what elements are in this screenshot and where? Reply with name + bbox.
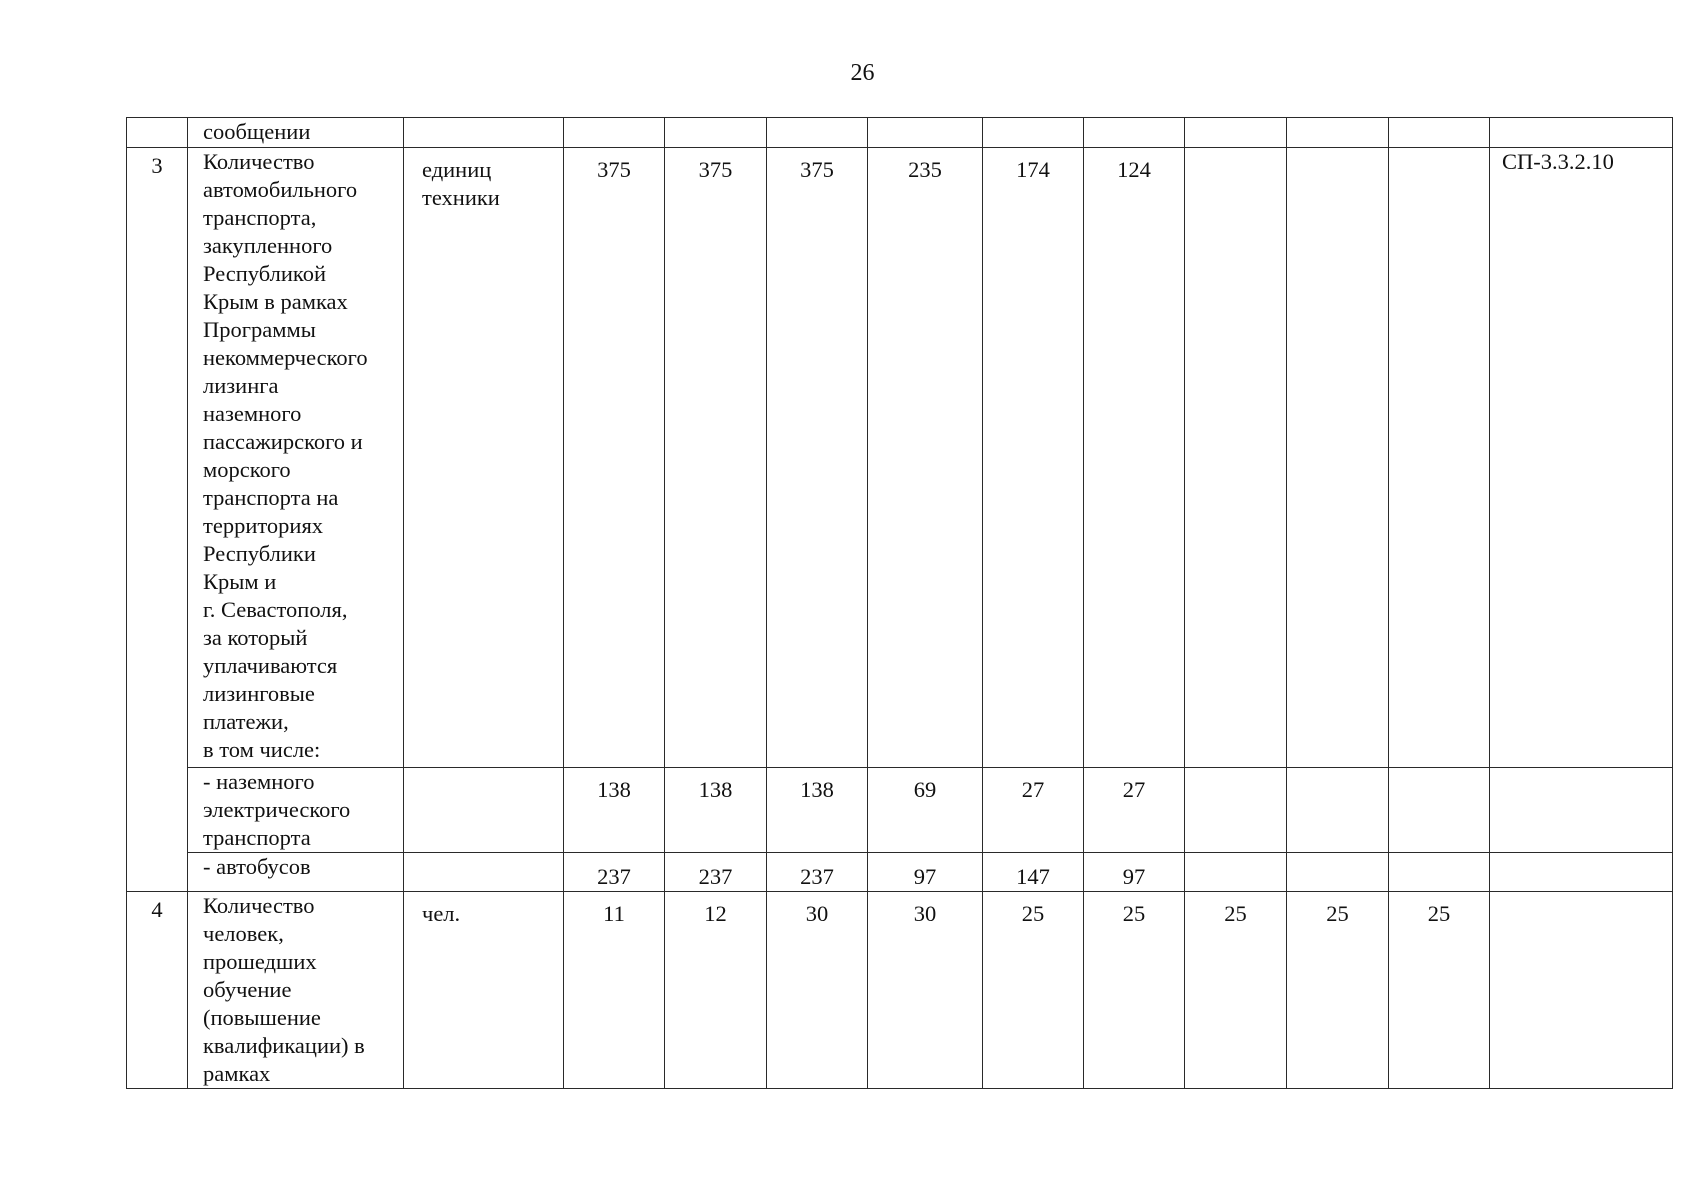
table-row-buses [127, 853, 1673, 892]
cell-indicator-name: - автобусов [188, 853, 404, 892]
indicators-table [126, 117, 1673, 1089]
cell-value: 97 [1084, 853, 1185, 892]
cell-value [1287, 148, 1389, 768]
cell-value [665, 118, 767, 148]
cell-number: 3 [127, 148, 188, 892]
cell-value [868, 118, 983, 148]
cell-indicator-name: Количество автомобильного транспорта, закупленного Республикой Крым в рамках Программы некоммерческого лизинга наземного пассажирского и морского транспорта на территориях Республики Крым и г. Севастополя, за который уплачиваются лизинговые платежи, в том числе: [188, 148, 404, 768]
cell-unit [404, 768, 564, 853]
cell-value [1287, 118, 1389, 148]
cell-indicator-name: Количество человек, прошедших обучение (повышение квалификации) в рамках [188, 892, 404, 1089]
table-row-item-4 [127, 892, 1673, 1089]
cell-value: 235 [868, 148, 983, 768]
cell-value [1389, 118, 1490, 148]
cell-value [1185, 853, 1287, 892]
cell-value: 375 [564, 148, 665, 768]
cell-value: 174 [983, 148, 1084, 768]
cell-value: 25 [983, 892, 1084, 1089]
cell-value: 27 [983, 768, 1084, 853]
cell-value [1185, 768, 1287, 853]
cell-value: 11 [564, 892, 665, 1089]
cell-value: 25 [1185, 892, 1287, 1089]
cell-value: 25 [1287, 892, 1389, 1089]
cell-value: 375 [767, 148, 868, 768]
cell-value: 147 [983, 853, 1084, 892]
cell-value: 97 [868, 853, 983, 892]
cell-value: 138 [767, 768, 868, 853]
cell-unit [404, 853, 564, 892]
cell-value: 69 [868, 768, 983, 853]
cell-value: 138 [564, 768, 665, 853]
cell-value [1287, 768, 1389, 853]
cell-reference [1490, 768, 1673, 853]
cell-value [1287, 853, 1389, 892]
cell-value: 30 [868, 892, 983, 1089]
cell-value: 124 [1084, 148, 1185, 768]
cell-value: 30 [767, 892, 868, 1089]
cell-reference [1490, 118, 1673, 148]
page-number: 26 [850, 60, 875, 86]
cell-value: 27 [1084, 768, 1185, 853]
cell-unit: единиц техники [404, 148, 564, 768]
cell-value: 375 [665, 148, 767, 768]
cell-indicator-name: - наземного электрического транспорта [188, 768, 404, 853]
cell-value: 25 [1389, 892, 1490, 1089]
cell-reference [1490, 892, 1673, 1089]
cell-value [564, 118, 665, 148]
cell-value: 12 [665, 892, 767, 1089]
cell-value: 25 [1084, 892, 1185, 1089]
cell-value [1389, 768, 1490, 853]
cell-value: 237 [665, 853, 767, 892]
cell-value [1389, 853, 1490, 892]
cell-value: 237 [564, 853, 665, 892]
cell-reference [1490, 853, 1673, 892]
cell-value [983, 118, 1084, 148]
cell-number: 4 [127, 892, 188, 1089]
indicators-table-wrapper [126, 117, 1673, 1089]
cell-number [127, 118, 188, 148]
cell-unit [404, 118, 564, 148]
cell-indicator-name: сообщении [188, 118, 404, 148]
table-row-continuation [127, 118, 1673, 148]
cell-value [1389, 148, 1490, 768]
cell-reference: СП-3.3.2.10 [1490, 148, 1673, 768]
cell-value [767, 118, 868, 148]
cell-value [1185, 148, 1287, 768]
cell-value [1185, 118, 1287, 148]
cell-value [1084, 118, 1185, 148]
cell-value: 237 [767, 853, 868, 892]
table-row-electric-transport [127, 768, 1673, 853]
cell-value: 138 [665, 768, 767, 853]
cell-unit: чел. [404, 892, 564, 1089]
table-row-item-3 [127, 148, 1673, 768]
